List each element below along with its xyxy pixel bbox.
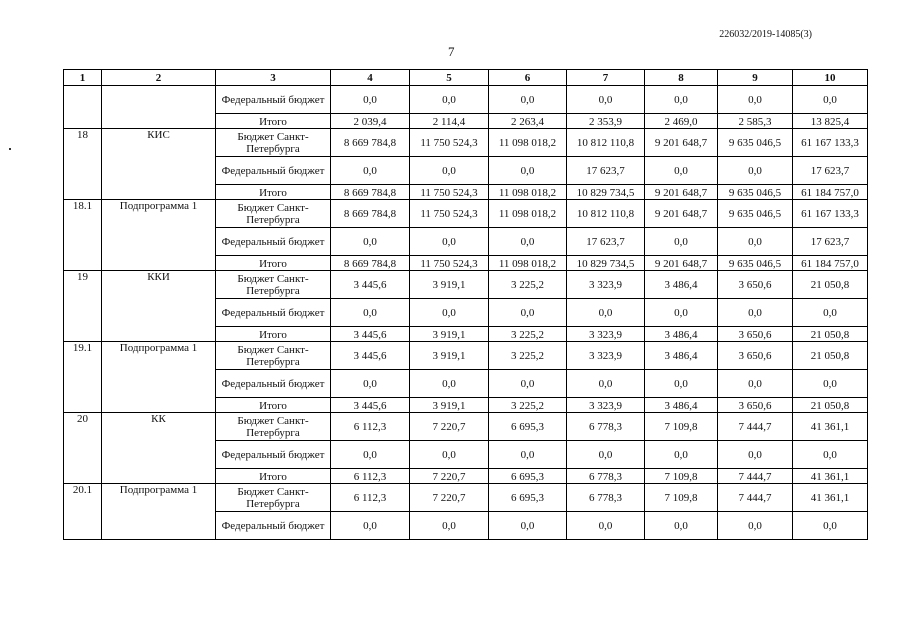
header-cell: 10 [793,70,868,86]
value-cell: 11 750 524,3 [410,200,489,228]
value-cell: 0,0 [793,86,868,114]
row-number-cell: 19 [64,271,102,342]
value-cell: 61 184 757,0 [793,256,868,271]
value-cell: 0,0 [718,157,793,185]
value-cell: 21 050,8 [793,327,868,342]
funding-source-cell: Федеральный бюджет [216,86,331,114]
funding-source-cell: Федеральный бюджет [216,228,331,256]
value-cell: 11 098 018,2 [489,256,567,271]
funding-source-cell: Итого [216,185,331,200]
value-cell: 7 109,8 [645,413,718,441]
funding-source-cell: Итого [216,114,331,129]
value-cell: 9 201 648,7 [645,185,718,200]
funding-source-cell: Бюджет Санкт-Петербурга [216,200,331,228]
value-cell: 17 623,7 [793,157,868,185]
funding-source-cell: Бюджет Санкт-Петербурга [216,342,331,370]
value-cell: 0,0 [567,512,645,540]
funding-source-cell: Федеральный бюджет [216,512,331,540]
scan-speck [9,148,11,150]
value-cell: 0,0 [793,370,868,398]
value-cell: 21 050,8 [793,342,868,370]
value-cell: 9 635 046,5 [718,185,793,200]
value-cell: 13 825,4 [793,114,868,129]
funding-source-cell: Федеральный бюджет [216,157,331,185]
header-cell: 6 [489,70,567,86]
row-number-cell: 20 [64,413,102,484]
value-cell: 9 201 648,7 [645,256,718,271]
value-cell: 0,0 [718,86,793,114]
value-cell: 41 361,1 [793,413,868,441]
value-cell: 3 225,2 [489,327,567,342]
header-cell: 5 [410,70,489,86]
funding-source-cell: Федеральный бюджет [216,370,331,398]
value-cell: 0,0 [489,157,567,185]
value-cell: 7 444,7 [718,413,793,441]
funding-source-cell: Бюджет Санкт-Петербурга [216,129,331,157]
value-cell: 3 225,2 [489,398,567,413]
value-cell: 3 919,1 [410,398,489,413]
value-cell: 0,0 [718,299,793,327]
value-cell: 9 201 648,7 [645,200,718,228]
program-name-cell: КИС [102,129,216,200]
budget-table-body [64,70,868,540]
value-cell: 3 919,1 [410,271,489,299]
header-cell: 8 [645,70,718,86]
value-cell: 0,0 [489,299,567,327]
table-row [64,271,868,299]
value-cell: 11 098 018,2 [489,200,567,228]
value-cell: 3 445,6 [331,398,410,413]
value-cell: 0,0 [410,157,489,185]
value-cell: 0,0 [489,86,567,114]
value-cell: 3 486,4 [645,271,718,299]
value-cell: 0,0 [331,512,410,540]
value-cell: 0,0 [793,512,868,540]
value-cell: 7 220,7 [410,484,489,512]
value-cell: 3 919,1 [410,327,489,342]
value-cell: 0,0 [718,228,793,256]
value-cell: 7 220,7 [410,413,489,441]
value-cell: 6 778,3 [567,469,645,484]
program-name-cell: Подпрограмма 1 [102,200,216,271]
value-cell: 21 050,8 [793,271,868,299]
value-cell: 8 669 784,8 [331,185,410,200]
value-cell: 3 323,9 [567,342,645,370]
program-name-cell: Подпрограмма 1 [102,484,216,540]
value-cell: 61 167 133,3 [793,200,868,228]
value-cell: 0,0 [718,370,793,398]
value-cell: 6 112,3 [331,413,410,441]
value-cell: 3 650,6 [718,271,793,299]
value-cell: 9 635 046,5 [718,256,793,271]
value-cell: 0,0 [567,370,645,398]
value-cell: 11 750 524,3 [410,185,489,200]
value-cell: 6 112,3 [331,469,410,484]
value-cell: 17 623,7 [793,228,868,256]
funding-source-cell: Федеральный бюджет [216,441,331,469]
value-cell: 0,0 [645,157,718,185]
value-cell: 17 623,7 [567,228,645,256]
header-cell: 1 [64,70,102,86]
value-cell: 10 812 110,8 [567,129,645,157]
value-cell: 0,0 [645,86,718,114]
value-cell: 0,0 [567,299,645,327]
row-number-cell: 20.1 [64,484,102,540]
value-cell: 0,0 [645,228,718,256]
value-cell: 2 353,9 [567,114,645,129]
value-cell: 3 486,4 [645,398,718,413]
value-cell: 0,0 [489,370,567,398]
value-cell: 0,0 [567,441,645,469]
table-row [64,484,868,512]
value-cell: 7 109,8 [645,484,718,512]
value-cell: 0,0 [718,441,793,469]
value-cell: 6 112,3 [331,484,410,512]
value-cell: 10 812 110,8 [567,200,645,228]
value-cell: 3 650,6 [718,327,793,342]
row-number-cell [64,86,102,129]
funding-source-cell: Бюджет Санкт-Петербурга [216,271,331,299]
value-cell: 0,0 [489,228,567,256]
row-number-cell: 19.1 [64,342,102,413]
value-cell: 3 650,6 [718,342,793,370]
value-cell: 0,0 [645,512,718,540]
value-cell: 11 750 524,3 [410,129,489,157]
value-cell: 6 695,3 [489,469,567,484]
value-cell: 3 445,6 [331,342,410,370]
value-cell: 0,0 [331,86,410,114]
funding-source-cell: Бюджет Санкт-Петербурга [216,484,331,512]
header-cell: 4 [331,70,410,86]
value-cell: 11 750 524,3 [410,256,489,271]
value-cell: 6 695,3 [489,413,567,441]
value-cell: 3 225,2 [489,271,567,299]
value-cell: 11 098 018,2 [489,185,567,200]
value-cell: 7 444,7 [718,484,793,512]
table-row [64,86,868,114]
value-cell: 21 050,8 [793,398,868,413]
value-cell: 3 486,4 [645,327,718,342]
value-cell: 61 167 133,3 [793,129,868,157]
value-cell: 0,0 [331,299,410,327]
value-cell: 61 184 757,0 [793,185,868,200]
value-cell: 0,0 [331,228,410,256]
value-cell: 0,0 [645,370,718,398]
value-cell: 2 114,4 [410,114,489,129]
funding-source-cell: Итого [216,327,331,342]
value-cell: 0,0 [331,157,410,185]
table-row [64,129,868,157]
value-cell: 3 323,9 [567,271,645,299]
header-cell: 7 [567,70,645,86]
value-cell: 8 669 784,8 [331,129,410,157]
value-cell: 0,0 [410,299,489,327]
program-name-cell: КК [102,413,216,484]
table-row [64,200,868,228]
value-cell: 0,0 [793,299,868,327]
value-cell: 0,0 [645,299,718,327]
value-cell: 0,0 [410,370,489,398]
value-cell: 0,0 [793,441,868,469]
funding-source-cell: Федеральный бюджет [216,299,331,327]
value-cell: 7 220,7 [410,469,489,484]
value-cell: 0,0 [331,441,410,469]
value-cell: 6 778,3 [567,413,645,441]
value-cell: 0,0 [331,370,410,398]
value-cell: 8 669 784,8 [331,200,410,228]
value-cell: 2 585,3 [718,114,793,129]
value-cell: 9 635 046,5 [718,129,793,157]
value-cell: 9 635 046,5 [718,200,793,228]
value-cell: 0,0 [410,86,489,114]
header-cell: 2 [102,70,216,86]
table-row [64,342,868,370]
value-cell: 17 623,7 [567,157,645,185]
value-cell: 10 829 734,5 [567,185,645,200]
budget-table [63,69,868,540]
header-cell: 9 [718,70,793,86]
value-cell: 11 098 018,2 [489,129,567,157]
value-cell: 0,0 [645,441,718,469]
table-row [64,413,868,441]
value-cell: 10 829 734,5 [567,256,645,271]
value-cell: 3 323,9 [567,327,645,342]
value-cell: 3 445,6 [331,327,410,342]
value-cell: 0,0 [489,512,567,540]
program-name-cell: ККИ [102,271,216,342]
value-cell: 3 919,1 [410,342,489,370]
value-cell: 8 669 784,8 [331,256,410,271]
value-cell: 3 323,9 [567,398,645,413]
program-name-cell: Подпрограмма 1 [102,342,216,413]
row-number-cell: 18 [64,129,102,200]
value-cell: 3 445,6 [331,271,410,299]
value-cell: 0,0 [489,441,567,469]
document-id: 226032/2019-14085(3) [719,29,812,40]
value-cell: 3 225,2 [489,342,567,370]
row-number-cell: 18.1 [64,200,102,271]
value-cell: 0,0 [718,512,793,540]
program-name-cell [102,86,216,129]
value-cell: 3 650,6 [718,398,793,413]
value-cell: 0,0 [410,228,489,256]
value-cell: 2 039,4 [331,114,410,129]
value-cell: 2 263,4 [489,114,567,129]
value-cell: 6 695,3 [489,484,567,512]
value-cell: 7 109,8 [645,469,718,484]
value-cell: 6 778,3 [567,484,645,512]
funding-source-cell: Бюджет Санкт-Петербурга [216,413,331,441]
value-cell: 9 201 648,7 [645,129,718,157]
funding-source-cell: Итого [216,398,331,413]
value-cell: 41 361,1 [793,484,868,512]
header-cell: 3 [216,70,331,86]
funding-source-cell: Итого [216,469,331,484]
header-row [64,70,868,86]
page-number: 7 [448,44,455,59]
value-cell: 0,0 [567,86,645,114]
value-cell: 0,0 [410,512,489,540]
funding-source-cell: Итого [216,256,331,271]
value-cell: 0,0 [410,441,489,469]
value-cell: 3 486,4 [645,342,718,370]
value-cell: 7 444,7 [718,469,793,484]
value-cell: 41 361,1 [793,469,868,484]
value-cell: 2 469,0 [645,114,718,129]
